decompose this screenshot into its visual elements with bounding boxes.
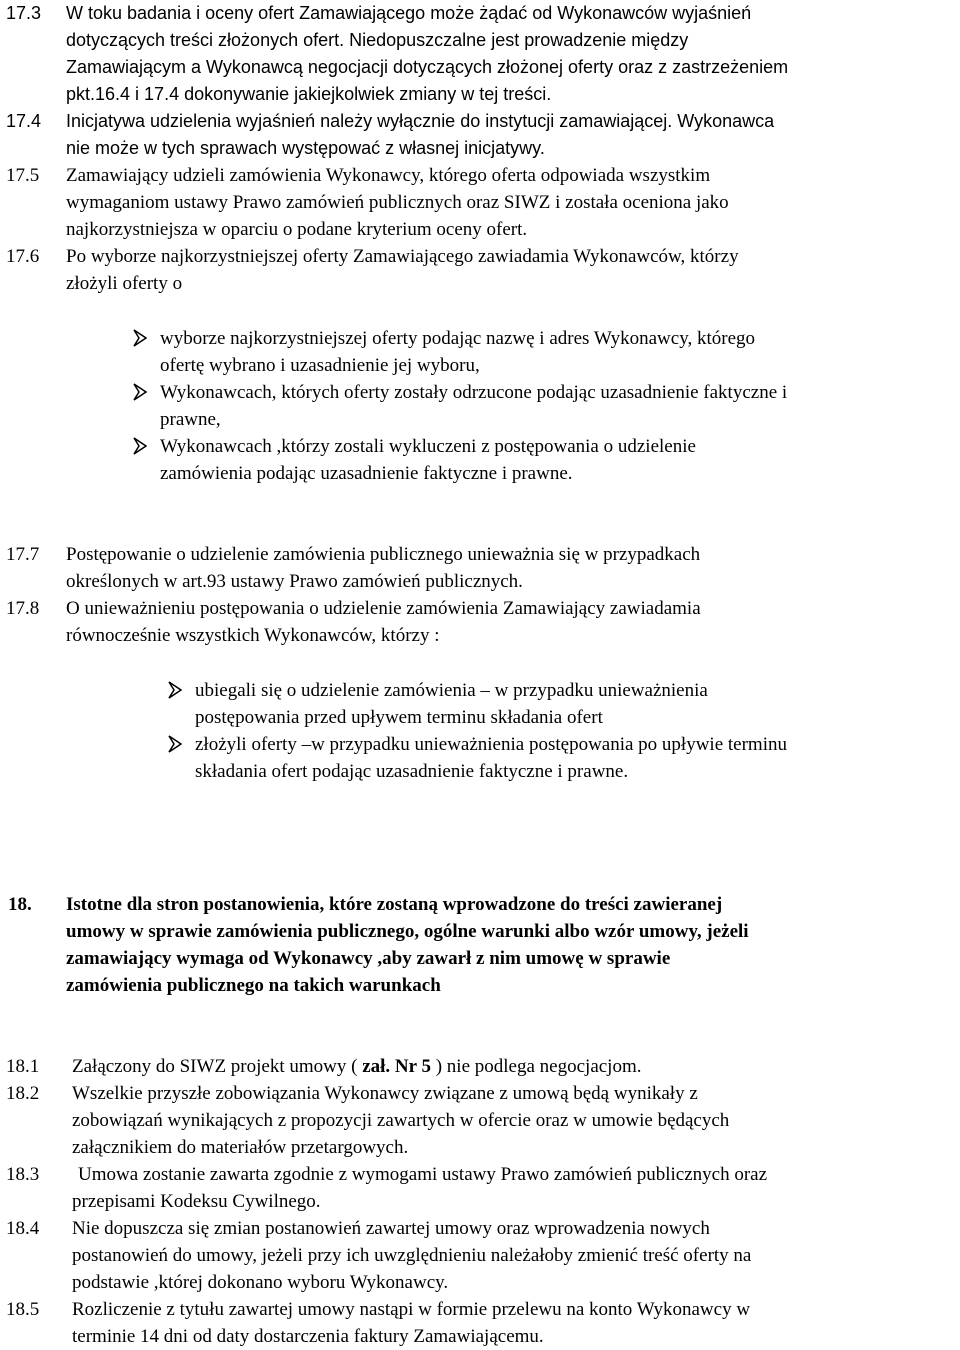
paragraph-line: Rozliczenie z tytułu zawartej umowy nastąpi w formie przelewu na konto Wykonawcy w [72,1299,751,1320]
paragraph-line: Postępowanie o udzielenie zamówienia publicznego unieważnia się w przypadkach [66,544,701,565]
paragraph-line: dotyczących treści złożonych ofert. Niedopuszczalne jest prowadzenie między [66,30,689,50]
paragraph-line: O unieważnieniu postępowania o udzielenie zamówienia Zamawiający zawiadamia [66,598,701,619]
chevron-arrowhead-icon [168,681,182,699]
text-run: ) nie podlega negocjacjom. [430,1056,642,1077]
paragraph-line [72,1053,642,1080]
chevron-arrowhead-icon [133,437,147,455]
paragraph-line: załącznikiem do materiałów przetargowych. [72,1137,409,1158]
bullet-line: ubiegali się o udzielenie zamówienia – w przypadku unieważnienia [195,680,708,701]
bullet-line: składania ofert podając uzasadnienie faktyczne i prawne. [195,761,629,782]
paragraph-line: przepisami Kodeksu Cywilnego. [72,1191,321,1212]
paragraph-line: terminie 14 dni od daty dostarczenia faktury Zamawiającemu. [72,1326,544,1347]
paragraph-line: Wszelkie przyszłe zobowiązania Wykonawcy związane z umową będą wynikały z [72,1083,698,1104]
section-number: 18. [8,894,32,915]
paragraph-number: 17.3 [6,3,42,23]
bullet-line: Wykonawcach, których oferty zostały odrzucone podając uzasadnienie faktyczne i [160,382,788,403]
bullet-line: Wykonawcach ,którzy zostali wykluczeni z postępowania o udzielenie [160,436,696,457]
paragraph-line: podstawie ,której dokonano wyboru Wykonawcy. [72,1272,449,1293]
paragraph-line: Zamawiający udzieli zamówienia Wykonawcy, którego oferta odpowiada wszystkim [66,165,711,186]
bullet-line: zamówienia podając uzasadnienie faktyczne i prawne. [160,463,573,484]
paragraph-number: 17.7 [6,544,40,565]
bullet-line: postępowania przed upływem terminu składania ofert [195,707,603,728]
bullet-line: wyborze najkorzystniejszej oferty podając nazwę i adres Wykonawcy, którego [160,328,756,349]
paragraph-number: 18.1 [6,1056,40,1077]
paragraph-line: Nie dopuszcza się zmian postanowień zawartej umowy oraz wprowadzenia nowych [72,1218,710,1239]
paragraph-line: równocześnie wszystkich Wykonawców, którzy : [66,625,440,646]
paragraph-number: 17.4 [6,111,42,131]
paragraph-line: najkorzystniejsza w oparciu o podane kryterium oceny ofert. [66,219,528,240]
paragraph-line: postanowień do umowy, jeżeli przy ich uwzględnieniu należałoby zmienić treść oferty na [72,1245,752,1266]
paragraph-line: Po wyborze najkorzystniejszej oferty Zamawiającego zawiadamia Wykonawców, którzy [66,246,739,267]
chevron-arrowhead-icon [133,383,147,401]
paragraph-line: nie może w tych sprawach występować z własnej inicjatywy. [66,138,545,158]
bullet-line: złożyli oferty –w przypadku unieważnienia postępowania po upływie terminu [195,734,787,755]
text-run: Załączony do SIWZ projekt umowy ( [72,1056,363,1077]
chevron-arrowhead-icon [168,735,182,753]
paragraph-number: 18.4 [6,1218,40,1239]
paragraph-number: 18.3 [6,1164,40,1185]
heading-line: zamówienia publicznego na takich warunkach [66,975,441,996]
paragraph-line: określonych w art.93 ustawy Prawo zamówień publicznych. [66,571,523,592]
paragraph-line: złożyli oferty o [66,273,183,294]
paragraph-line: Umowa zostanie zawarta zgodnie z wymogami ustawy Prawo zamówień publicznych oraz [78,1164,768,1185]
paragraph-number: 18.2 [6,1083,40,1104]
chevron-arrowhead-icon [133,329,147,347]
paragraph-number: 17.6 [6,246,40,267]
bullet-line: prawne, [160,409,221,430]
heading-line: zamawiający wymaga od Wykonawcy ,aby zawarł z nim umowę w sprawie [66,948,671,969]
heading-line: Istotne dla stron postanowienia, które zostaną wprowadzone do treści zawieranej [66,894,723,915]
bullet-line: ofertę wybrano i uzasadnienie jej wyboru, [160,355,480,376]
paragraph-line: Inicjatywa udzielenia wyjaśnień należy wyłącznie do instytucji zamawiającej. Wykonawca [66,111,775,131]
paragraph-line: zobowiązań wynikających z propozycji zawartych w ofercie oraz w umowie będących [72,1110,730,1131]
attachment-reference: zał. Nr 5 [362,1056,431,1077]
heading-line: umowy w sprawie zamówienia publicznego, ogólne warunki albo wzór umowy, jeżeli [66,921,749,942]
paragraph-line: pkt.16.4 i 17.4 dokonywanie jakiejkolwiek zmiany w tej treści. [66,84,552,104]
paragraph-number: 17.5 [6,165,40,186]
paragraph-number: 18.5 [6,1299,40,1320]
paragraph-line: wymaganiom ustawy Prawo zamówień publicznych oraz SIWZ i została oceniona jako [66,192,729,213]
paragraph-number: 17.8 [6,598,40,619]
paragraph-line: W toku badania i oceny ofert Zamawiającego może żądać od Wykonawców wyjaśnień [66,3,752,23]
paragraph-line: Zamawiającym a Wykonawcą negocjacji dotyczących złożonej oferty oraz z zastrzeżeniem [66,57,789,77]
